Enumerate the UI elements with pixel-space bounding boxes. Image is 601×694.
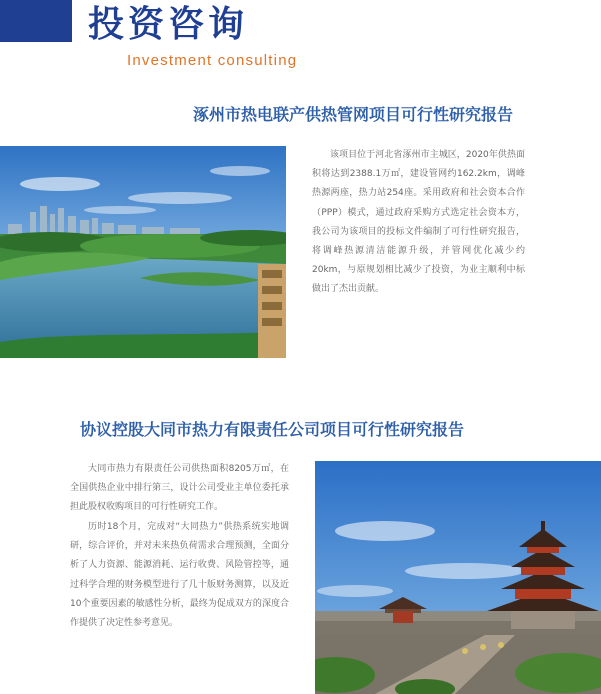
section-1-paragraph: 该项目位于河北省涿州市主城区，2020年供热面积将达到2388.1万㎡，建设管网约162.2km，调峰热源两座，热力站254座。采用政府和社会资本合作（PPP）模式，通过政府采购方式选定社会资本方，我公司为该项目的投标文件编制了可行性研究报告，将调峰热源清洁能源升级，并管网优化减少约20km，与原规划相比减少了投资，为业主顺利中标做出了杰出贡献。 xyxy=(312,150,525,295)
section-2-paragraph-2: 历时18个月，完成对“大同热力”供热系统实地调研，综合评价，并对未来热负荷需求合理预测，全面分析了人力资源、能源消耗、运行收费、风险管控等，通过科学合理的财务模型进行了几十版财务测算，以及近10个重要因素的敏感性分析，最终为促成双方的深度合作提供了决定性参考意见。 xyxy=(70,522,289,629)
section-1-title: 涿州市热电联产供热管网项目可行性研究报告 xyxy=(193,105,514,124)
section-2-paragraph-1: 大同市热力有限责任公司供热面积8205万㎡，在全国供热企业中排行第三，设计公司受业主单位委托承担此股权收购项目的可行性研究工作。 xyxy=(70,464,289,513)
datong-ancient-tower-photo xyxy=(315,461,601,694)
section-2-title: 协议控股大同市热力有限责任公司项目可行性研究报告 xyxy=(80,420,465,439)
page-subtitle: Investment consulting xyxy=(127,52,298,69)
page-title: 投资咨询 xyxy=(88,4,249,45)
zhuozhou-city-lake-photo xyxy=(0,146,286,358)
header-accent-block xyxy=(0,0,72,42)
